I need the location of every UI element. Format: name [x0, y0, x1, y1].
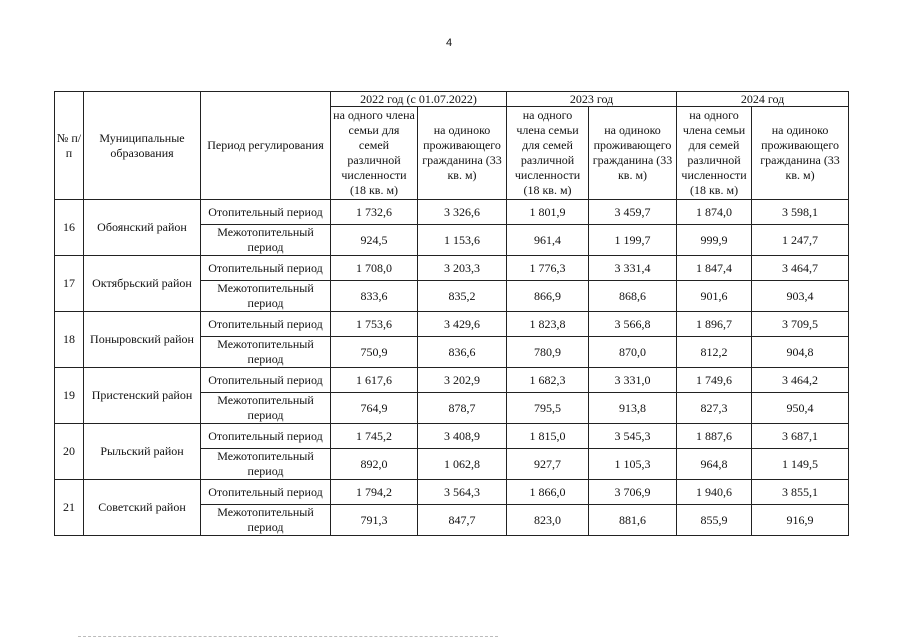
period-nonheating: Межотопительный период — [201, 225, 331, 256]
tariff-value: 3 855,1 — [752, 480, 849, 505]
row-number: 16 — [55, 200, 84, 256]
tariff-value: 855,9 — [677, 505, 752, 536]
table-row — [55, 368, 849, 393]
header-family-2024: на одного члена семьи для семей различной численности (18 кв. м) — [677, 107, 752, 200]
tariff-value: 3 408,9 — [418, 424, 507, 449]
tariff-value: 1 199,7 — [589, 225, 677, 256]
header-municipality: Муниципальные образования — [84, 92, 201, 200]
header-year-2022: 2022 год (с 01.07.2022) — [331, 92, 507, 107]
tariff-value: 3 429,6 — [418, 312, 507, 337]
table-row — [55, 424, 849, 449]
tariff-value: 1 794,2 — [331, 480, 418, 505]
tariff-value: 1 149,5 — [752, 449, 849, 480]
tariff-value: 3 706,9 — [589, 480, 677, 505]
page-number: 4 — [446, 37, 453, 49]
tariff-value: 1 887,6 — [677, 424, 752, 449]
tariff-value: 3 464,7 — [752, 256, 849, 281]
period-heating: Отопительный период — [201, 256, 331, 281]
tariff-value: 3 331,0 — [589, 368, 677, 393]
table-row — [55, 200, 849, 225]
table-row — [55, 256, 849, 281]
page-edge-mark — [78, 636, 498, 638]
tariff-value: 836,6 — [418, 337, 507, 368]
municipality-name: Обоянский район — [84, 200, 201, 256]
tariff-value: 3 331,4 — [589, 256, 677, 281]
row-number: 19 — [55, 368, 84, 424]
header-family-2022: на одного члена семьи для семей различной численности (18 кв. м) — [331, 107, 418, 200]
tariff-value: 1 749,6 — [677, 368, 752, 393]
tariff-value: 1 940,6 — [677, 480, 752, 505]
period-heating: Отопительный период — [201, 200, 331, 225]
tariff-value: 870,0 — [589, 337, 677, 368]
tariff-value: 1 708,0 — [331, 256, 418, 281]
period-nonheating: Межотопительный период — [201, 449, 331, 480]
header-single-2022: на одиноко проживающего гражданина (33 кв. м) — [418, 107, 507, 200]
period-heating: Отопительный период — [201, 480, 331, 505]
header-period: Период регулирования — [201, 92, 331, 200]
tariff-value: 1 874,0 — [677, 200, 752, 225]
tariff-value: 868,6 — [589, 281, 677, 312]
tariff-value: 1 815,0 — [507, 424, 589, 449]
tariff-value: 780,9 — [507, 337, 589, 368]
tariff-value: 3 459,7 — [589, 200, 677, 225]
table-body — [55, 200, 849, 536]
tariff-value: 903,4 — [752, 281, 849, 312]
tariff-value: 927,7 — [507, 449, 589, 480]
row-number: 18 — [55, 312, 84, 368]
period-heating: Отопительный период — [201, 424, 331, 449]
tariff-value: 3 709,5 — [752, 312, 849, 337]
period-nonheating: Межотопительный период — [201, 337, 331, 368]
period-nonheating: Межотопительный период — [201, 505, 331, 536]
tariff-value: 812,2 — [677, 337, 752, 368]
tariff-value: 823,0 — [507, 505, 589, 536]
tariff-value: 1 682,3 — [507, 368, 589, 393]
tariff-value: 833,6 — [331, 281, 418, 312]
tariff-value: 1 866,0 — [507, 480, 589, 505]
tariff-value: 3 545,3 — [589, 424, 677, 449]
tariff-value: 1 847,4 — [677, 256, 752, 281]
tariff-value: 3 566,8 — [589, 312, 677, 337]
tariff-value: 1 896,7 — [677, 312, 752, 337]
tariff-value: 913,8 — [589, 393, 677, 424]
tariff-table — [54, 91, 849, 536]
tariff-value: 827,3 — [677, 393, 752, 424]
tariff-value: 3 326,6 — [418, 200, 507, 225]
municipality-name: Поныровский район — [84, 312, 201, 368]
table-row — [55, 480, 849, 505]
tariff-value: 964,8 — [677, 449, 752, 480]
tariff-value: 764,9 — [331, 393, 418, 424]
tariff-value: 1 776,3 — [507, 256, 589, 281]
tariff-value: 1 732,6 — [331, 200, 418, 225]
tariff-value: 835,2 — [418, 281, 507, 312]
tariff-value: 3 464,2 — [752, 368, 849, 393]
tariff-value: 878,7 — [418, 393, 507, 424]
row-number: 21 — [55, 480, 84, 536]
tariff-value: 961,4 — [507, 225, 589, 256]
tariff-value: 1 062,8 — [418, 449, 507, 480]
tariff-value: 866,9 — [507, 281, 589, 312]
tariff-value: 1 617,6 — [331, 368, 418, 393]
tariff-value: 3 203,3 — [418, 256, 507, 281]
tariff-value: 3 564,3 — [418, 480, 507, 505]
tariff-value: 1 153,6 — [418, 225, 507, 256]
tariff-value: 892,0 — [331, 449, 418, 480]
municipality-name: Пристенский район — [84, 368, 201, 424]
row-number: 20 — [55, 424, 84, 480]
tariff-value: 999,9 — [677, 225, 752, 256]
period-heating: Отопительный период — [201, 312, 331, 337]
period-heating: Отопительный период — [201, 368, 331, 393]
tariff-value: 1 745,2 — [331, 424, 418, 449]
header-single-2024: на одиноко проживающего гражданина (33 кв. м) — [752, 107, 849, 200]
row-number: 17 — [55, 256, 84, 312]
tariff-value: 795,5 — [507, 393, 589, 424]
tariff-value: 901,6 — [677, 281, 752, 312]
header-single-2023: на одиноко проживающего гражданина (33 кв. м) — [589, 107, 677, 200]
tariff-value: 1 105,3 — [589, 449, 677, 480]
tariff-value: 1 801,9 — [507, 200, 589, 225]
tariff-value: 881,6 — [589, 505, 677, 536]
municipality-name: Советский район — [84, 480, 201, 536]
table-row — [55, 312, 849, 337]
tariff-value: 791,3 — [331, 505, 418, 536]
tariff-value: 1 823,8 — [507, 312, 589, 337]
tariff-value: 1 753,6 — [331, 312, 418, 337]
tariff-value: 3 598,1 — [752, 200, 849, 225]
period-nonheating: Межотопительный период — [201, 393, 331, 424]
header-year-2024: 2024 год — [677, 92, 849, 107]
tariff-value: 847,7 — [418, 505, 507, 536]
tariff-value: 3 202,9 — [418, 368, 507, 393]
tariff-value: 916,9 — [752, 505, 849, 536]
tariff-value: 750,9 — [331, 337, 418, 368]
tariff-value: 1 247,7 — [752, 225, 849, 256]
header-num: № п/п — [55, 92, 84, 200]
period-nonheating: Межотопительный период — [201, 281, 331, 312]
tariff-value: 3 687,1 — [752, 424, 849, 449]
tariff-value: 904,8 — [752, 337, 849, 368]
tariff-value: 950,4 — [752, 393, 849, 424]
header-year-2023: 2023 год — [507, 92, 677, 107]
header-family-2023: на одного члена семьи для семей различной численности (18 кв. м) — [507, 107, 589, 200]
municipality-name: Октябрьский район — [84, 256, 201, 312]
tariff-value: 924,5 — [331, 225, 418, 256]
municipality-name: Рыльский район — [84, 424, 201, 480]
